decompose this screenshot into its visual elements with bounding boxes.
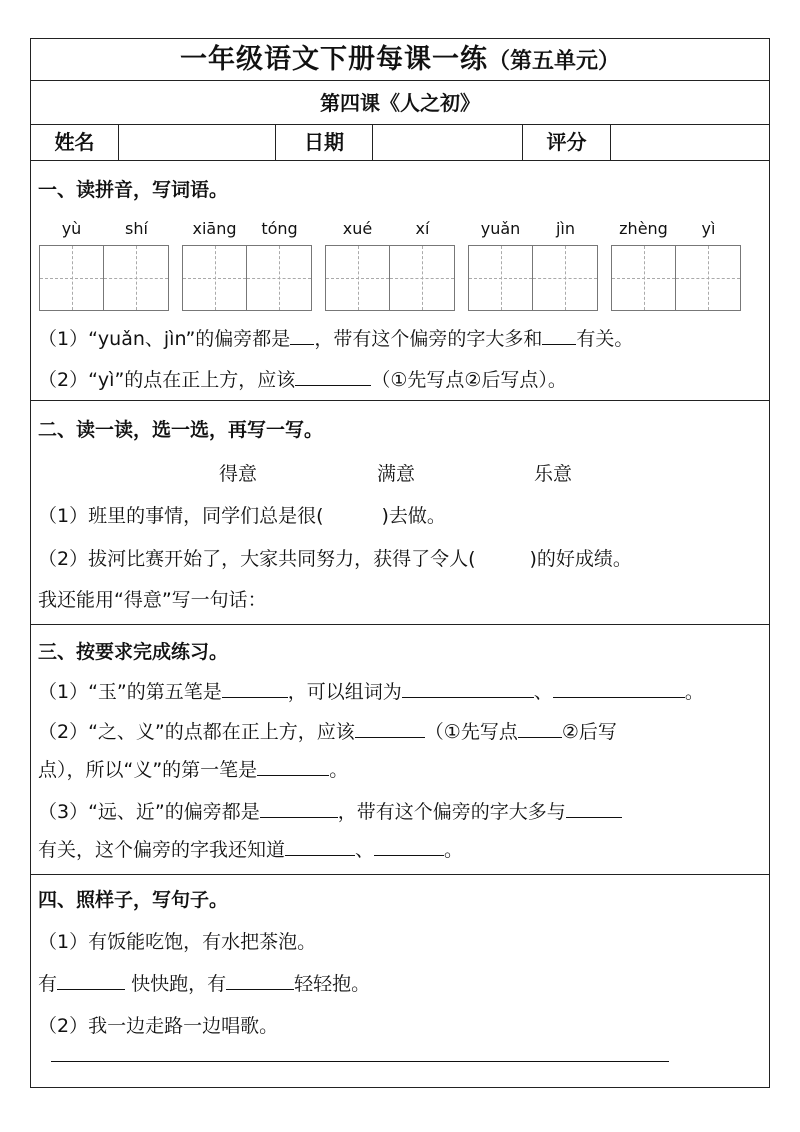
question-text: 有 bbox=[38, 973, 58, 995]
writing-grid-cell[interactable] bbox=[676, 246, 740, 310]
answer-blank[interactable] bbox=[285, 836, 355, 856]
question-text: )去做。 bbox=[381, 505, 446, 527]
question-line bbox=[31, 969, 370, 996]
writing-grid-cell[interactable] bbox=[326, 246, 390, 310]
question-text: （①先写点②后写点）。 bbox=[371, 369, 567, 391]
writing-grid-cell[interactable] bbox=[469, 246, 533, 310]
word-option: 乐意 bbox=[534, 463, 573, 485]
worksheet-title: 一年级语文下册每课一练 bbox=[179, 44, 488, 75]
pinyin-text: yuǎn bbox=[480, 219, 521, 238]
worksheet bbox=[30, 38, 770, 1088]
writing-grid-cell[interactable] bbox=[104, 246, 168, 310]
answer-blank[interactable] bbox=[566, 798, 622, 818]
writing-grid-cell[interactable] bbox=[612, 246, 676, 310]
pinyin-group bbox=[468, 219, 598, 311]
question-text: )的好成绩。 bbox=[529, 548, 632, 570]
question-line bbox=[31, 544, 632, 571]
writing-grid-cell[interactable] bbox=[40, 246, 104, 310]
answer-blank[interactable] bbox=[257, 756, 329, 776]
score-field[interactable] bbox=[611, 125, 769, 160]
student-info-row bbox=[31, 125, 769, 161]
pinyin-groups bbox=[39, 219, 759, 309]
question-text: 。 bbox=[684, 681, 704, 703]
example-sentence: （1）有饭能吃饱，有水把茶泡。 bbox=[38, 931, 317, 953]
unit-label: （第五单元） bbox=[487, 49, 620, 74]
question-text: ②后写 bbox=[561, 721, 617, 743]
question-line bbox=[31, 677, 704, 704]
question-text: ，带有这个偏旁的字大多与 bbox=[337, 801, 566, 823]
answer-blank[interactable] bbox=[355, 718, 425, 738]
section-exercises bbox=[31, 625, 769, 875]
answer-line[interactable] bbox=[51, 1061, 669, 1062]
section-heading: 三、按要求完成练习。 bbox=[38, 641, 229, 663]
answer-blank[interactable] bbox=[295, 366, 371, 386]
answer-blank[interactable] bbox=[226, 970, 294, 990]
answer-blank[interactable] bbox=[518, 718, 562, 738]
date-field[interactable] bbox=[373, 125, 523, 160]
answer-blank[interactable] bbox=[542, 325, 576, 345]
pinyin-text: tóng bbox=[261, 219, 298, 238]
pinyin-text: yù bbox=[61, 219, 82, 238]
pinyin-text: jìn bbox=[555, 219, 576, 238]
answer-blank[interactable] bbox=[402, 678, 534, 698]
word-option: 得意 bbox=[219, 463, 258, 485]
writing-grid-cell[interactable] bbox=[183, 246, 247, 310]
question-text: 。 bbox=[444, 839, 464, 861]
pinyin-text: xiāng bbox=[192, 219, 237, 238]
section-heading: 二、读一读，选一选，再写一写。 bbox=[38, 419, 324, 441]
answer-blank[interactable] bbox=[57, 970, 125, 990]
section-pinyin bbox=[31, 161, 769, 401]
question-text: 轻轻抱。 bbox=[294, 973, 371, 995]
word-option: 满意 bbox=[377, 463, 416, 485]
word-options bbox=[31, 459, 769, 487]
date-label: 日期 bbox=[276, 125, 373, 160]
writing-grid-cell[interactable] bbox=[390, 246, 454, 310]
title-row bbox=[31, 39, 769, 81]
question-text: 。 bbox=[329, 759, 349, 781]
answer-blank[interactable] bbox=[553, 678, 685, 698]
question-text: （2）拔河比赛开始了，大家共同努力，获得了令人( bbox=[38, 548, 476, 570]
example-sentence: （2）我一边走路一边唱歌。 bbox=[38, 1015, 279, 1037]
section-choose-words bbox=[31, 401, 769, 625]
question-text: 、 bbox=[355, 839, 375, 861]
question-text: 点），所以“义”的第一笔是 bbox=[38, 759, 258, 781]
question-line bbox=[31, 324, 633, 351]
question-line bbox=[31, 797, 622, 824]
pinyin-group bbox=[39, 219, 169, 311]
name-field[interactable] bbox=[119, 125, 276, 160]
question-text: （①先写点 bbox=[424, 721, 518, 743]
question-text: 有关，这个偏旁的字我还知道 bbox=[38, 839, 286, 861]
pinyin-text: yì bbox=[701, 219, 716, 238]
question-line: 我还能用“得意”写一句话： bbox=[38, 589, 267, 611]
section-sentences bbox=[31, 875, 769, 1088]
question-text: （3）“远、近”的偏旁都是 bbox=[38, 801, 260, 823]
question-line bbox=[31, 501, 446, 528]
pinyin-text: zhèng bbox=[619, 219, 668, 238]
question-text: ，可以组词为 bbox=[287, 681, 402, 703]
question-text: （2）“yì”的点在正上方，应该 bbox=[38, 369, 296, 391]
answer-blank[interactable] bbox=[290, 325, 314, 345]
writing-grid-cell[interactable] bbox=[247, 246, 311, 310]
pinyin-group bbox=[182, 219, 312, 311]
question-text: （1）“yuǎn、jìn”的偏旁都是 bbox=[38, 328, 291, 350]
writing-grid-cell[interactable] bbox=[533, 246, 597, 310]
question-text: 、 bbox=[533, 681, 553, 703]
pinyin-text: xué bbox=[342, 219, 373, 238]
section-heading: 四、照样子，写句子。 bbox=[38, 889, 229, 911]
question-line bbox=[31, 717, 617, 744]
answer-blank[interactable] bbox=[374, 836, 444, 856]
question-line bbox=[31, 755, 348, 782]
pinyin-text: xí bbox=[415, 219, 430, 238]
pinyin-group bbox=[325, 219, 455, 311]
question-line bbox=[31, 365, 567, 392]
name-label: 姓名 bbox=[31, 125, 119, 160]
question-text: （1）“玉”的第五笔是 bbox=[38, 681, 222, 703]
question-text: （1）班里的事情，同学们总是很( bbox=[38, 505, 324, 527]
question-text: 快快跑，有 bbox=[131, 973, 227, 995]
score-label: 评分 bbox=[523, 125, 611, 160]
lesson-title: 第四课《人之初》 bbox=[31, 81, 769, 125]
answer-blank[interactable] bbox=[260, 798, 338, 818]
question-line bbox=[31, 835, 463, 862]
question-text: ，带有这个偏旁的字大多和 bbox=[314, 328, 543, 350]
question-text: （2）“之、义”的点都在正上方，应该 bbox=[38, 721, 355, 743]
pinyin-text: shí bbox=[125, 219, 148, 238]
question-text: 有关。 bbox=[576, 328, 634, 350]
answer-blank[interactable] bbox=[222, 678, 288, 698]
pinyin-group bbox=[611, 219, 741, 311]
section-heading: 一、读拼音，写词语。 bbox=[38, 179, 229, 201]
